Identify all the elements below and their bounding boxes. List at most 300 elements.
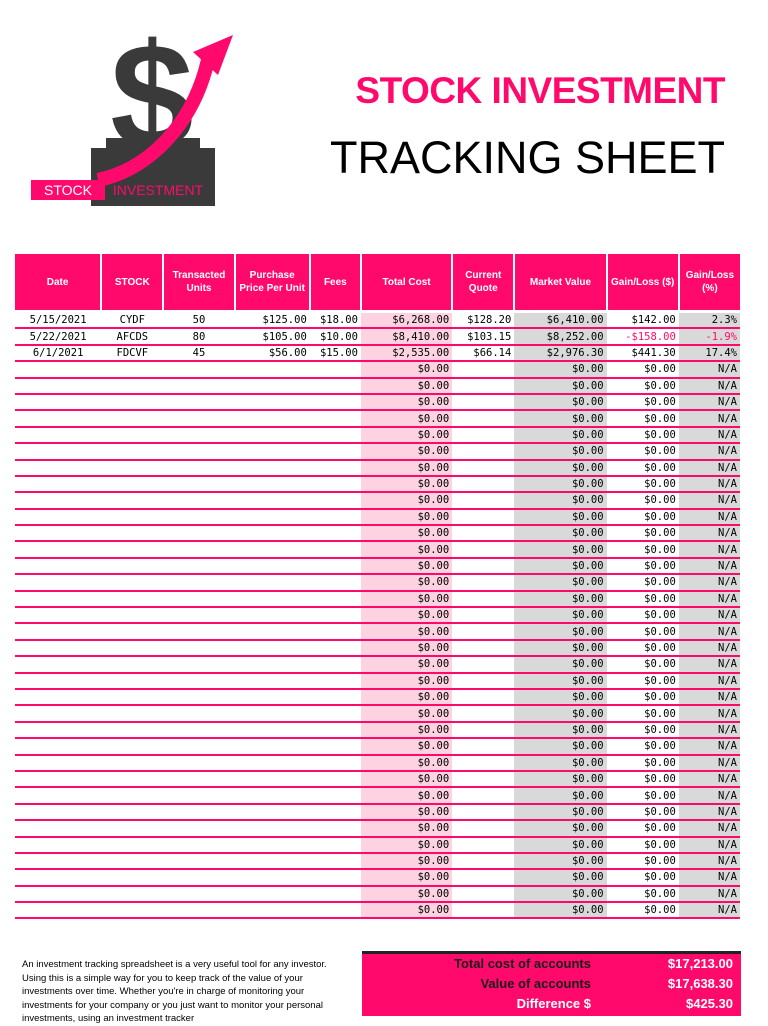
table-cell: $0.00	[607, 902, 679, 918]
table-row-empty	[15, 656, 740, 672]
table-cell: $0.00	[361, 623, 452, 639]
table-cell: $0.00	[361, 427, 452, 443]
table-cell: N/A	[679, 804, 740, 820]
table-cell: $0.00	[514, 607, 606, 623]
table-cell: $0.00	[361, 443, 452, 459]
table-cell: 45	[163, 345, 234, 361]
table-cell	[310, 476, 361, 492]
table-cell	[452, 525, 514, 541]
table-cell: N/A	[679, 460, 740, 476]
table-cell	[101, 640, 163, 656]
table-cell: $0.00	[607, 738, 679, 754]
col-header: Market Value	[514, 254, 606, 312]
table-cell	[15, 869, 101, 885]
table-cell	[163, 361, 234, 377]
table-cell: $0.00	[607, 623, 679, 639]
table-cell: $0.00	[607, 673, 679, 689]
table-cell: $0.00	[361, 640, 452, 656]
table-cell: $0.00	[514, 820, 606, 836]
table-cell	[101, 394, 163, 410]
table-cell: $56.00	[235, 345, 310, 361]
logo-word-stock: STOCK	[44, 182, 92, 198]
table-cell: $0.00	[361, 558, 452, 574]
table-cell: $0.00	[514, 378, 606, 394]
table-cell: $0.00	[514, 771, 606, 787]
table-cell: $0.00	[514, 394, 606, 410]
table-cell	[310, 804, 361, 820]
table-cell	[15, 361, 101, 377]
table-cell: $0.00	[607, 656, 679, 672]
table-row-empty	[15, 378, 740, 394]
table-cell	[452, 837, 514, 853]
table-cell	[163, 394, 234, 410]
table-cell: N/A	[679, 378, 740, 394]
table-cell: N/A	[679, 443, 740, 459]
table-cell: $0.00	[361, 492, 452, 508]
table-cell: N/A	[679, 361, 740, 377]
table-cell: $0.00	[607, 509, 679, 525]
table-cell	[235, 574, 310, 590]
table-cell	[310, 427, 361, 443]
col-header: Purchase Price Per Unit	[235, 254, 310, 312]
table-cell: $0.00	[514, 460, 606, 476]
table-cell	[101, 820, 163, 836]
table-cell: $0.00	[361, 837, 452, 853]
table-cell: $0.00	[361, 378, 452, 394]
table-cell: $0.00	[514, 673, 606, 689]
table-cell: N/A	[679, 771, 740, 787]
table-cell	[101, 837, 163, 853]
table-cell	[101, 902, 163, 918]
table-cell	[235, 886, 310, 902]
table-cell	[310, 689, 361, 705]
table-cell	[235, 361, 310, 377]
table-cell: N/A	[679, 673, 740, 689]
table-cell	[15, 705, 101, 721]
table-cell	[235, 820, 310, 836]
table-row-empty	[15, 525, 740, 541]
table-cell	[15, 623, 101, 639]
table-cell	[101, 607, 163, 623]
table-cell: $0.00	[361, 410, 452, 426]
table-cell: $0.00	[361, 853, 452, 869]
table-cell	[101, 673, 163, 689]
table-cell	[235, 689, 310, 705]
table-cell	[235, 755, 310, 771]
table-cell	[235, 869, 310, 885]
table-cell: $18.00	[310, 312, 361, 329]
table-cell	[163, 427, 234, 443]
table-cell: -1.9%	[679, 328, 740, 344]
table-cell: $0.00	[514, 492, 606, 508]
summary-row-total-cost	[362, 956, 741, 976]
table-row-empty	[15, 837, 740, 853]
table-cell	[235, 656, 310, 672]
table-cell: $0.00	[607, 492, 679, 508]
table-cell: $0.00	[607, 640, 679, 656]
table-cell	[452, 558, 514, 574]
table-cell: $0.00	[514, 410, 606, 426]
table-cell: $0.00	[514, 509, 606, 525]
table-cell	[310, 574, 361, 590]
table-cell	[310, 886, 361, 902]
table-cell: $0.00	[607, 574, 679, 590]
summary-row-difference	[362, 996, 741, 1016]
table-cell: N/A	[679, 787, 740, 803]
table-cell	[310, 492, 361, 508]
table-cell	[452, 509, 514, 525]
table-cell: $0.00	[361, 591, 452, 607]
table-cell	[101, 476, 163, 492]
table-cell	[163, 623, 234, 639]
table-cell: $0.00	[514, 541, 606, 557]
table-cell: $0.00	[514, 902, 606, 918]
table-cell: -$158.00	[607, 328, 679, 344]
table-cell	[15, 902, 101, 918]
table-cell	[452, 476, 514, 492]
table-cell: $0.00	[607, 541, 679, 557]
table-cell	[15, 755, 101, 771]
table-cell	[163, 886, 234, 902]
table-cell	[101, 361, 163, 377]
table-cell	[163, 509, 234, 525]
table-row-empty	[15, 886, 740, 902]
table-cell: N/A	[679, 689, 740, 705]
table-cell	[235, 853, 310, 869]
table-cell	[101, 509, 163, 525]
table-cell	[163, 640, 234, 656]
table-row-empty	[15, 673, 740, 689]
table-cell	[163, 787, 234, 803]
table-cell	[15, 837, 101, 853]
table-cell	[452, 607, 514, 623]
table-cell: N/A	[679, 410, 740, 426]
table-row-empty	[15, 541, 740, 557]
table-cell: $125.00	[235, 312, 310, 329]
table-cell	[101, 410, 163, 426]
col-header: Gain/Loss ($)	[607, 254, 679, 312]
table-cell: $0.00	[361, 771, 452, 787]
table-cell: N/A	[679, 623, 740, 639]
table-cell: $0.00	[361, 689, 452, 705]
table-row-empty	[15, 787, 740, 803]
table-cell: $0.00	[607, 558, 679, 574]
table-cell	[15, 558, 101, 574]
table-cell	[310, 443, 361, 459]
table-cell: $0.00	[514, 837, 606, 853]
table-cell	[452, 361, 514, 377]
table-cell: $0.00	[514, 476, 606, 492]
table-cell: $0.00	[514, 886, 606, 902]
table-row	[15, 312, 740, 329]
table-cell	[15, 607, 101, 623]
table-cell	[310, 771, 361, 787]
table-cell	[310, 460, 361, 476]
table-row	[15, 328, 740, 344]
table-cell	[452, 886, 514, 902]
table-cell: $0.00	[361, 705, 452, 721]
summary-value: $17,213.00	[667, 956, 733, 971]
col-header: Transacted Units	[163, 254, 234, 312]
table-cell	[15, 722, 101, 738]
table-cell: $8,252.00	[514, 328, 606, 344]
table-cell: FDCVF	[101, 345, 163, 361]
table-cell	[235, 476, 310, 492]
page-title-line2: TRACKING SHEET	[329, 132, 725, 183]
description-text: An investment tracking spreadsheet is a very useful tool for any investor. Using this is a simple way for you to keep track of the value of your investments over time. Whether you're in charge of monitoring your investments for your company or you just want to monitor your personal investments, using an investment tracker	[22, 959, 327, 1024]
table-cell: $0.00	[607, 476, 679, 492]
table-cell: 5/22/2021	[15, 328, 101, 344]
table-cell	[452, 410, 514, 426]
table-cell	[235, 394, 310, 410]
table-cell	[101, 853, 163, 869]
table-cell	[101, 591, 163, 607]
table-cell: $0.00	[607, 427, 679, 443]
summary-value: $17,638.30	[667, 976, 733, 991]
table-cell	[15, 394, 101, 410]
table-cell	[235, 607, 310, 623]
table-cell	[310, 722, 361, 738]
table-cell	[235, 558, 310, 574]
table-cell	[15, 853, 101, 869]
table-cell: N/A	[679, 394, 740, 410]
table-cell	[163, 689, 234, 705]
table-cell	[163, 705, 234, 721]
table-cell: $0.00	[607, 886, 679, 902]
table-row-empty	[15, 558, 740, 574]
table-cell	[163, 525, 234, 541]
table-row-empty	[15, 820, 740, 836]
table-cell: $0.00	[361, 394, 452, 410]
table-cell	[452, 591, 514, 607]
table-cell	[101, 705, 163, 721]
table-cell: $6,410.00	[514, 312, 606, 329]
table-cell	[163, 853, 234, 869]
table-cell	[101, 443, 163, 459]
table-cell: $0.00	[361, 902, 452, 918]
table-cell: 5/15/2021	[15, 312, 101, 329]
table-cell	[310, 853, 361, 869]
table-cell	[310, 623, 361, 639]
table-cell: $0.00	[607, 853, 679, 869]
table-cell: $0.00	[607, 820, 679, 836]
table-cell	[235, 492, 310, 508]
table-cell: N/A	[679, 837, 740, 853]
table-cell	[310, 705, 361, 721]
table-cell	[235, 623, 310, 639]
table-cell: $103.15	[452, 328, 514, 344]
table-cell	[15, 378, 101, 394]
table-row-empty	[15, 689, 740, 705]
table-cell: $15.00	[310, 345, 361, 361]
table-cell	[163, 492, 234, 508]
table-cell	[452, 378, 514, 394]
table-cell: $0.00	[514, 558, 606, 574]
table-header-row	[15, 254, 740, 312]
svg-text:$: $	[110, 12, 194, 180]
table-row-empty	[15, 410, 740, 426]
table-cell	[15, 476, 101, 492]
summary-value: $425.30	[686, 996, 733, 1011]
table-cell: CYDF	[101, 312, 163, 329]
table-cell	[101, 427, 163, 443]
table-cell: 50	[163, 312, 234, 329]
table-cell	[163, 771, 234, 787]
table-cell	[163, 558, 234, 574]
table-cell	[452, 738, 514, 754]
table-cell	[235, 787, 310, 803]
table-cell	[15, 492, 101, 508]
table-cell	[15, 460, 101, 476]
table-cell	[452, 755, 514, 771]
table-cell	[163, 755, 234, 771]
table-cell: N/A	[679, 705, 740, 721]
tracking-table	[15, 254, 740, 919]
table-cell	[15, 738, 101, 754]
table-cell	[452, 804, 514, 820]
table-cell: $0.00	[514, 640, 606, 656]
table-cell	[310, 591, 361, 607]
table-cell: $0.00	[361, 755, 452, 771]
table-cell	[15, 640, 101, 656]
table-cell: $0.00	[361, 820, 452, 836]
table-cell	[310, 869, 361, 885]
table-row-empty	[15, 738, 740, 754]
table-cell: $0.00	[514, 722, 606, 738]
table-cell	[310, 656, 361, 672]
table-cell	[452, 492, 514, 508]
table-cell	[452, 541, 514, 557]
table-cell: $0.00	[514, 427, 606, 443]
table-cell	[310, 509, 361, 525]
table-cell	[310, 541, 361, 557]
table-cell	[452, 443, 514, 459]
table-cell: AFCDS	[101, 328, 163, 344]
table-cell	[163, 476, 234, 492]
table-cell	[235, 837, 310, 853]
table-row-empty	[15, 902, 740, 918]
table-cell	[452, 722, 514, 738]
col-header: STOCK	[101, 254, 163, 312]
table-cell: $0.00	[514, 656, 606, 672]
table-cell	[15, 820, 101, 836]
table-cell	[101, 378, 163, 394]
table-cell: N/A	[679, 591, 740, 607]
table-cell	[235, 771, 310, 787]
table-row-empty	[15, 607, 740, 623]
table-cell	[101, 623, 163, 639]
table-cell: $0.00	[514, 853, 606, 869]
table-row-empty	[15, 623, 740, 639]
logo-word-investment: INVESTMENT	[112, 182, 204, 198]
table-cell	[163, 902, 234, 918]
table-cell	[101, 689, 163, 705]
table-cell	[235, 525, 310, 541]
table-cell: $0.00	[607, 394, 679, 410]
table-cell	[310, 607, 361, 623]
table-cell	[15, 410, 101, 426]
table-cell: N/A	[679, 738, 740, 754]
table-row-empty	[15, 394, 740, 410]
table-row-empty	[15, 705, 740, 721]
table-cell	[310, 738, 361, 754]
table-cell	[15, 673, 101, 689]
col-header: Total Cost	[361, 254, 452, 312]
table-cell	[235, 378, 310, 394]
table-cell: N/A	[679, 853, 740, 869]
table-cell: $128.20	[452, 312, 514, 329]
table-cell	[310, 673, 361, 689]
table-row-empty	[15, 804, 740, 820]
table-row-empty	[15, 492, 740, 508]
table-cell	[163, 722, 234, 738]
table-cell	[101, 492, 163, 508]
table-cell: $0.00	[361, 673, 452, 689]
table-cell: N/A	[679, 525, 740, 541]
table-cell	[235, 738, 310, 754]
table-cell	[235, 541, 310, 557]
table-cell	[452, 673, 514, 689]
table-cell: N/A	[679, 886, 740, 902]
table-cell	[163, 574, 234, 590]
table-cell: N/A	[679, 509, 740, 525]
table-cell: $0.00	[514, 361, 606, 377]
table-row-empty	[15, 443, 740, 459]
table-cell: $0.00	[607, 361, 679, 377]
table-cell	[235, 460, 310, 476]
table-cell	[15, 886, 101, 902]
table-cell	[452, 902, 514, 918]
table-cell	[452, 640, 514, 656]
table-row-empty	[15, 460, 740, 476]
table-cell: $0.00	[361, 804, 452, 820]
table-cell: $0.00	[514, 525, 606, 541]
table-cell: N/A	[679, 902, 740, 918]
table-cell	[310, 410, 361, 426]
table-cell	[452, 771, 514, 787]
table-cell: $0.00	[361, 656, 452, 672]
table-cell: $0.00	[361, 722, 452, 738]
col-header: Fees	[310, 254, 361, 312]
table-row-empty	[15, 509, 740, 525]
table-cell: $0.00	[361, 869, 452, 885]
table-cell	[101, 574, 163, 590]
table-cell: $0.00	[607, 787, 679, 803]
table-row-empty	[15, 476, 740, 492]
table-cell	[452, 623, 514, 639]
col-header: Date	[15, 254, 101, 312]
table-row-empty	[15, 640, 740, 656]
table-cell: $0.00	[607, 869, 679, 885]
table-cell	[101, 787, 163, 803]
col-header: Gain/Loss (%)	[679, 254, 740, 312]
table-cell: $0.00	[514, 574, 606, 590]
table-cell	[15, 656, 101, 672]
table-cell	[101, 525, 163, 541]
table-cell	[101, 804, 163, 820]
table-cell: N/A	[679, 492, 740, 508]
table-cell	[101, 541, 163, 557]
table-cell	[235, 902, 310, 918]
table-cell	[452, 787, 514, 803]
table-cell: $0.00	[607, 591, 679, 607]
table-cell	[452, 820, 514, 836]
table-cell	[235, 443, 310, 459]
table-cell: $0.00	[361, 574, 452, 590]
table-cell: 80	[163, 328, 234, 344]
table-cell	[101, 722, 163, 738]
table-cell: $0.00	[607, 722, 679, 738]
